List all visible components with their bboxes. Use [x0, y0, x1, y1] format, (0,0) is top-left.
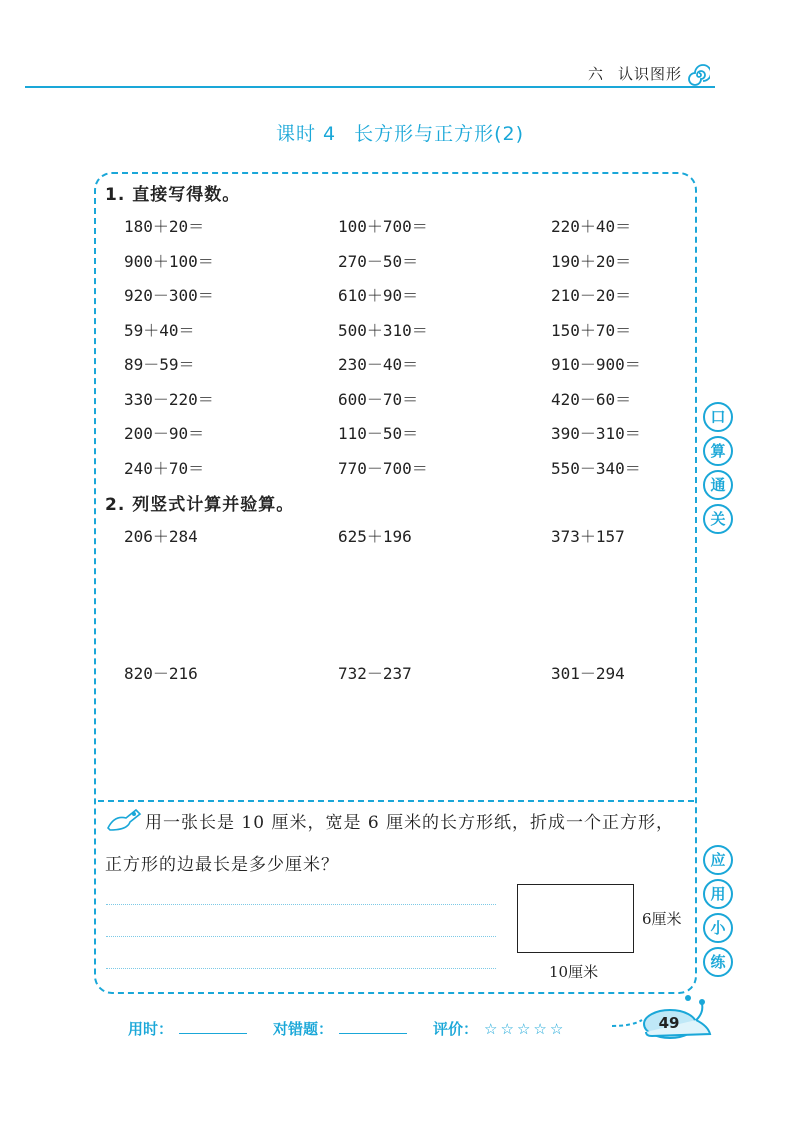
- lesson-name: 长方形与正方形(2): [354, 123, 525, 145]
- math-problem: 206＋284: [124, 527, 198, 546]
- side-tabs-calc: [703, 402, 733, 538]
- section1-title: 1. 直接写得数。: [105, 185, 241, 205]
- math-problem: 230－40＝: [338, 355, 419, 374]
- side-tab-char: 应: [703, 845, 733, 875]
- math-problem: 390－310＝: [551, 424, 641, 443]
- math-problem: 190＋20＝: [551, 251, 632, 271]
- rectangle-height-label: 6厘米: [642, 910, 682, 928]
- math-problem: 900＋100＝: [124, 251, 214, 271]
- section2-title: 2. 列竖式计算并验算。: [105, 495, 295, 515]
- math-problem: 210－20＝: [551, 286, 632, 305]
- math-problem: 373＋157: [551, 527, 625, 546]
- lesson-title: [0, 119, 800, 146]
- side-tab-char: 用: [703, 879, 733, 909]
- side-tab-char: 关: [703, 504, 733, 534]
- pen-icon: [104, 806, 144, 832]
- rectangle-figure: [517, 884, 634, 953]
- page-number: 49: [658, 1014, 680, 1032]
- math-problem: 920－300＝: [124, 286, 214, 305]
- math-problem: 625＋196: [338, 527, 412, 546]
- math-problem: 420－60＝: [551, 389, 632, 409]
- spiral-icon: [688, 64, 710, 86]
- chapter-title: 认识图形: [618, 65, 683, 83]
- section-divider: [98, 800, 694, 802]
- rating-stars[interactable]: ☆☆☆☆☆: [484, 1020, 567, 1038]
- math-problem: 770－700＝: [338, 458, 428, 478]
- side-tab-char: 算: [703, 436, 733, 466]
- chapter-number: 六: [588, 65, 605, 83]
- math-problem: 330－220＝: [124, 389, 214, 409]
- chapter-heading: [588, 63, 682, 84]
- answer-line[interactable]: [106, 936, 496, 937]
- math-problem: 600－70＝: [338, 389, 419, 409]
- rectangle-width-label: 10厘米: [549, 963, 599, 981]
- problem-text-line2: 正方形的边最长是多少厘米？: [105, 855, 339, 875]
- math-problem: 180＋20＝: [124, 217, 205, 236]
- header-rule: [25, 86, 715, 88]
- side-tab-char: 通: [703, 470, 733, 500]
- side-tab-char: 练: [703, 947, 733, 977]
- correct-label: 对错题：: [273, 1020, 334, 1038]
- math-problem: 610＋90＝: [338, 286, 419, 305]
- math-problem: 100＋700＝: [338, 217, 428, 236]
- side-tabs-apply: [703, 845, 733, 981]
- lesson-label: 课时 4: [275, 123, 337, 145]
- math-problem: 240＋70＝: [124, 458, 205, 478]
- math-problem: 150＋70＝: [551, 320, 632, 340]
- side-tab-char: 小: [703, 913, 733, 943]
- problem-text-line1: 用一张长是 10 厘米，宽是 6 厘米的长方形纸，折成一个正方形，: [145, 813, 675, 833]
- math-problem: 270－50＝: [338, 251, 419, 271]
- math-problem: 89－59＝: [124, 355, 195, 374]
- time-blank[interactable]: [179, 1021, 247, 1034]
- math-problem: 110－50＝: [338, 424, 419, 443]
- math-problem: 500＋310＝: [338, 320, 428, 340]
- math-problem: 200－90＝: [124, 424, 205, 443]
- math-problem: 732－237: [338, 664, 412, 683]
- math-problem: 59＋40＝: [124, 320, 195, 340]
- math-problem: 910－900＝: [551, 355, 641, 374]
- math-problem: 220＋40＝: [551, 217, 632, 236]
- math-problem: 820－216: [124, 664, 198, 683]
- rating-label: 评价：: [433, 1020, 479, 1038]
- time-label: 用时：: [128, 1020, 174, 1038]
- math-problem: 301－294: [551, 664, 625, 683]
- math-problem: 550－340＝: [551, 458, 641, 478]
- correct-blank[interactable]: [339, 1021, 407, 1034]
- side-tab-char: 口: [703, 402, 733, 432]
- answer-line[interactable]: [106, 968, 496, 969]
- footer-evaluation: [128, 1018, 566, 1039]
- answer-line[interactable]: [106, 904, 496, 905]
